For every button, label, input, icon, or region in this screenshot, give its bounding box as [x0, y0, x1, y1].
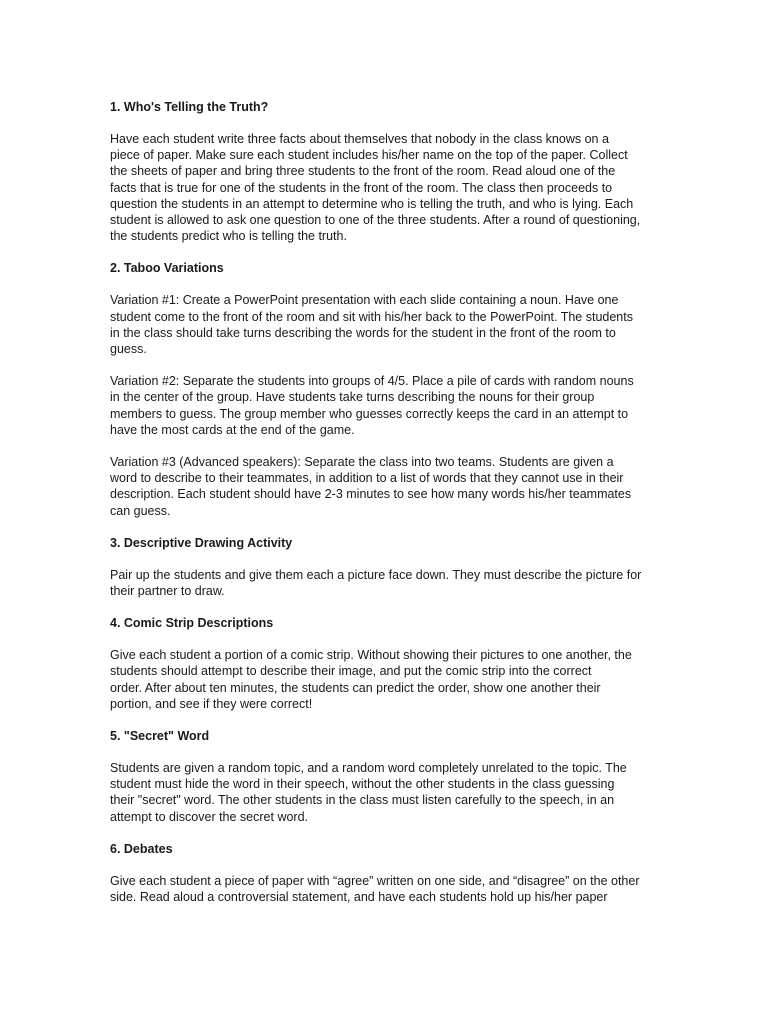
text-line: the sheets of paper and bring three students to the front of the room. Read aloud one of the: [110, 164, 616, 179]
text-line: the students predict who is telling the truth.: [110, 229, 347, 244]
section-debates: [110, 841, 662, 905]
text-line: Have each student write three facts about themselves that nobody in the class knows on a: [110, 132, 609, 146]
text-line: in the center of the group. Have students take turns describing the nouns for their group: [110, 390, 595, 405]
paragraph: [110, 292, 662, 357]
text-line: attempt to discover the secret word.: [110, 809, 309, 824]
section-heading: 2. Taboo Variations: [110, 261, 224, 276]
text-line: Students are given a random topic, and a random word completely unrelated to the topic. The: [110, 761, 627, 776]
text-line: Pair up the students and give them each a picture face down. They must describe the picture for: [110, 567, 642, 582]
text-line: in the class should take turns describing the words for the student in the front of the room to: [110, 325, 616, 340]
section-secret-word: [110, 728, 662, 825]
text-line: members to guess. The group member who guesses correctly keeps the card in an attempt to: [110, 406, 629, 421]
document-page: [110, 99, 662, 921]
paragraph: [110, 647, 662, 712]
paragraph: [110, 373, 662, 438]
text-line: Variation #1: Create a PowerPoint presentation with each slide containing a noun. Have one: [110, 293, 619, 308]
section-heading: 4. Comic Strip Descriptions: [110, 616, 274, 631]
section-whos-telling-the-truth: [110, 99, 662, 244]
text-line: students should attempt to describe their image, and put the comic strip into the correct: [110, 664, 592, 679]
text-line: Give each student a piece of paper with “agree” written on one side, and “disagree” on the other: [110, 873, 640, 888]
paragraph: [110, 873, 662, 905]
text-line: student must hide the word in their speech, without the other students in the class guessing: [110, 777, 615, 792]
text-line: side. Read aloud a controversial statement, and have each students hold up his/her paper: [110, 890, 608, 905]
section-descriptive-drawing: [110, 535, 662, 599]
text-line: portion, and see if they were correct!: [110, 696, 313, 711]
paragraph: [110, 454, 662, 519]
paragraph: [110, 131, 662, 244]
text-line: their partner to draw.: [110, 584, 225, 599]
text-line: question the students in an attempt to determine who is telling the truth, and who is lying. Each: [110, 196, 634, 211]
text-line: student is allowed to ask one question to one of the three students. After a round of questioning,: [110, 213, 641, 228]
text-line: Variation #2: Separate the students into groups of 4/5. Place a pile of cards with random nouns: [110, 374, 634, 389]
paragraph: [110, 567, 662, 599]
text-line: description. Each student should have 2-3 minutes to see how many words his/her teammates: [110, 487, 632, 502]
text-line: Variation #3 (Advanced speakers): Separate the class into two teams. Students are given a: [110, 455, 614, 470]
text-line: Give each student a portion of a comic strip. Without showing their pictures to one another, the: [110, 648, 632, 663]
section-heading: 5. "Secret" Word: [110, 729, 210, 744]
section-comic-strip: [110, 615, 662, 712]
text-line: have the most cards at the end of the game.: [110, 422, 355, 437]
text-line: piece of paper. Make sure each student includes his/her name on the top of the paper. Collect: [110, 148, 628, 163]
text-line: can guess.: [110, 503, 171, 518]
section-heading: 1. Who's Telling the Truth?: [110, 100, 269, 114]
text-line: order. After about ten minutes, the students can predict the order, show one another their: [110, 680, 601, 695]
section-heading: 3. Descriptive Drawing Activity: [110, 535, 293, 550]
text-line: their "secret" word. The other students in the class must listen carefully to the speech, in an: [110, 793, 615, 808]
section-heading: 6. Debates: [110, 841, 173, 856]
text-line: facts that is true for one of the students in the front of the room. The class then proceeds to: [110, 180, 613, 195]
text-line: student come to the front of the room and sit with his/her back to the PowerPoint. The students: [110, 309, 633, 324]
text-line: word to describe to their teammates, in addition to a list of words that they cannot use in their: [110, 471, 624, 486]
paragraph: [110, 760, 662, 825]
text-line: guess.: [110, 342, 147, 357]
section-taboo-variations: [110, 260, 662, 518]
